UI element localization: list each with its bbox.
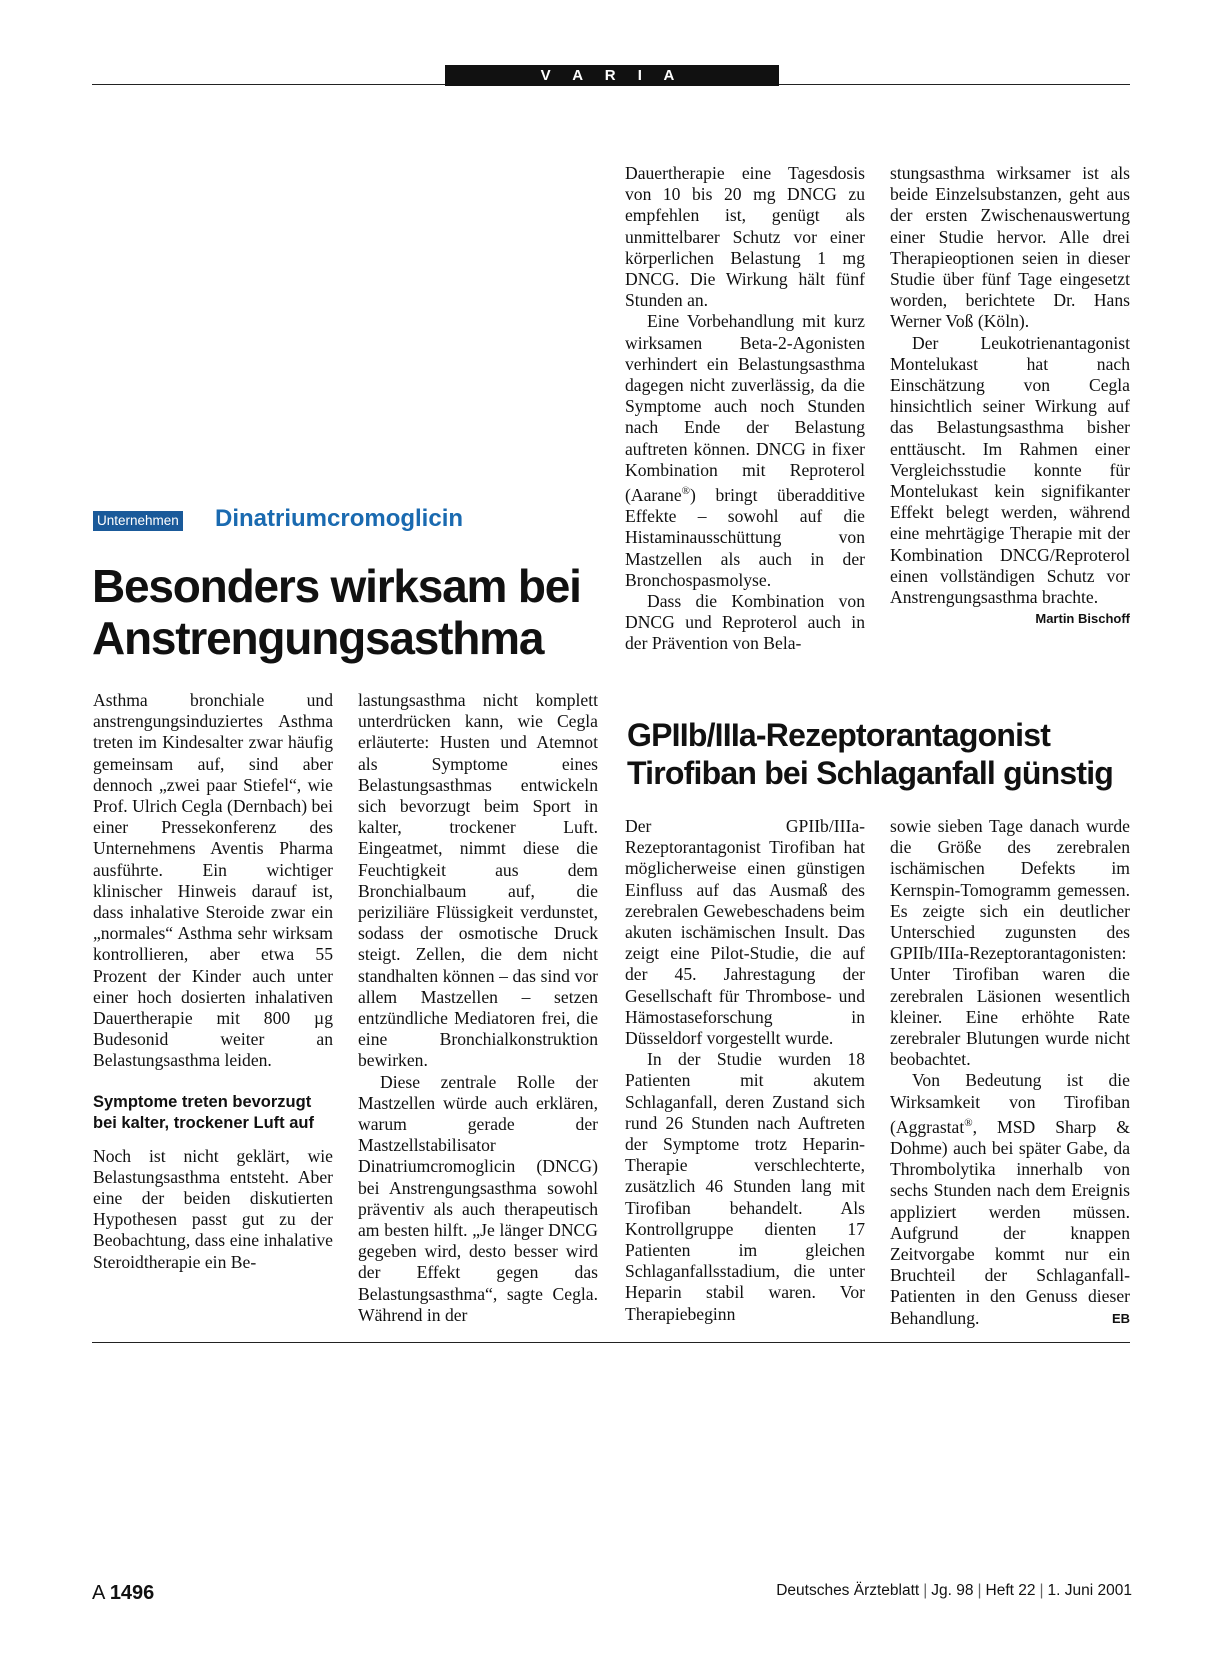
- paragraph: Diese zentrale Rolle der Mastzellen würde auch erklären, warum gerade der Mastzellstabilisator Dinatriumcromoglicin (DNCG) bei Anstrengungsasthma sowohl präventiv als auch therapeutisch am besten hilft. „Je länger DNCG gegeben wird, desto besser wird der Effekt gegen das Belastungsasthma“, sagte Cegla. Während in der: [358, 1071, 598, 1325]
- subheading: Symptome treten bevorzugt bei kalter, trockener Luft auf: [93, 1092, 314, 1132]
- article1-column-4: [890, 163, 1130, 629]
- article2-column-1: [625, 816, 865, 1325]
- page-prefix: A: [92, 1582, 105, 1604]
- paragraph: In der Studie wurden 18 Patienten mit akutem Schlaganfall, deren Zustand sich rund 26 Stunden nach Auftreten der Symptome trotz Heparin-Therapie verschlechterte, zusätzlich 46 Stunden lang mit Tirofiban behandelt. Als Kontrollgruppe dienten 17 Patienten im gleichen Schlaganfallsstadium, die unter Heparin stabil waren. Vor Therapiebeginn: [625, 1049, 865, 1324]
- paragraph: [625, 311, 865, 591]
- journal-volume: Jg. 98: [931, 1582, 974, 1599]
- paragraph: sowie sieben Tage danach wurde die Größe des zerebralen ischämischen Defekts im Kernspin-Tomogramm gemessen. Es zeigte sich ein deutlicher Unterschied zugunsten des GPIIb/IIIa-Rezeptorantagonisten: Unter Tirofiban waren die zerebralen Läsionen wesentlich kleiner. Eine erhöhte Rate zerebraler Blutungen wurde nicht beobachtet.: [890, 816, 1130, 1070]
- registered-mark: ®: [964, 1116, 973, 1129]
- paragraph: stungsasthma wirksamer ist als beide Einzelsubstanzen, geht aus der ersten Zwischenauswertung einer Studie hervor. Alle drei Therapieoptionen seien in dieser Studie über fünf Tage eingesetzt worden, berichtete Dr. Hans Werner Voß (Köln).: [890, 163, 1130, 332]
- headline-line: Besonders wirksam bei: [92, 560, 581, 612]
- paragraph: [890, 332, 1130, 627]
- category-tag: Unternehmen: [93, 511, 183, 531]
- page-number: [92, 1582, 154, 1605]
- paragraph: Noch ist nicht geklärt, wie Belastungsasthma entsteht. Aber eine der beiden diskutierten Hypothesen passt gut zu der Beobachtung, dass eine inhalative Steroidtherapie ein Be-: [93, 1145, 333, 1272]
- paragraph: lastungsasthma nicht komplett unterdrücken kann, wie Cegla erläuterte: Husten und Atemnot als Symptome eines Belastungsasthmas entwickeln sich bevorzugt beim Sport in kalter, trockener Luft. Eingeatmet, nimmt diese die Feuchtigkeit aus dem Bronchialbaum auf, die periziliäre Flüssigkeit verdunstet, sodass der osmotische Druck steigt. Zellen, die dem nicht standhalten können – das sind vor allem Mastzellen – setzen entzündliche Mediatoren frei, die eine Bronchialkonstruktion bewirken.: [358, 690, 598, 1071]
- headline-line: GPIIb/IIIa-Rezeptorantagonist: [627, 717, 1051, 753]
- bottom-rule: [92, 1342, 1130, 1343]
- paragraph: Dass die Kombination von DNCG und Reproterol auch in der Prävention von Bela-: [625, 590, 865, 654]
- text-run: Der Leukotrienantagonist Montelukast hat nach Einschätzung von Cegla hinsichtlich seiner Wirkung auf das Belastungsasthma bisher enttäuscht. Im Rahmen einer Vergleichsstudie konnte für Montelukast kein signifikanter Effekt belegt werden, während eine mehrtägige Therapie mit der Kombination DNCG/Reproterol einen vollständigen Schutz vor Anstrengungsasthma brachte.: [890, 332, 1130, 608]
- section-label: V A R I A: [445, 65, 779, 86]
- text-run: ) bringt überadditive Effekte – sowohl auf die Histaminausschüttung von Mastzellen als auch in der Bronchospasmolyse.: [625, 484, 865, 590]
- text-run: Eine Vorbehandlung mit kurz wirksamen Beta-2-Agonisten verhindert ein Belastungsasthma dagegen nicht zuverlässig, da die Symptome auch noch Stunden nach Ende der Belastung auftreten können. DNCG in fixer Kombination mit Reproterol (Aarane: [625, 311, 865, 505]
- paragraph: Asthma bronchiale und anstrengungsinduziertes Asthma treten im Kindesalter zwar häufig gemeinsam auf, sind aber dennoch „zwei paar Stiefel“, wie Prof. Ulrich Cegla (Dernbach) bei einer Pressekonferenz des Unternehmens Aventis Pharma ausführte. Ein wichtiger klinischer Hinweis darauf ist, dass inhalative Steroide zwar ein „normales“ Asthma sehr wirksam kontrollieren, aber etwa 55 Prozent der Kinder auch unter einer hoch dosierten inhalativen Dauertherapie mit 800 µg Budesonid weiter an Belastungsasthma leiden.: [93, 690, 333, 1071]
- paragraph: [890, 1070, 1130, 1328]
- article1-column-3: [625, 163, 865, 655]
- text-run: , MSD Sharp & Dohme) auch bei später Gabe, da Thrombolytika innerhalb von sechs Stunden nach dem Ereignis appliziert werden müssen. Aufgrund der knappen Zeitvorgabe kommt nur ein Bruchteil der Schlaganfall-Patienten in den Genuss dieser Behandlung.: [890, 1116, 1130, 1328]
- article1-column-1: [93, 690, 333, 1273]
- headline-line: Tirofiban bei Schlaganfall günstig: [627, 755, 1114, 791]
- journal-date: 1. Juni 2001: [1047, 1582, 1132, 1599]
- article-headline: [92, 560, 581, 664]
- author-byline: Martin Bischoff: [1035, 611, 1130, 627]
- article-kicker: Dinatriumcromoglicin: [215, 505, 464, 532]
- journal-name: Deutsches Ärzteblatt: [776, 1582, 920, 1599]
- author-byline: EB: [1111, 1310, 1130, 1326]
- page-number-value: 1496: [109, 1582, 155, 1604]
- article2-column-2: [890, 816, 1130, 1329]
- article2-headline: [627, 716, 1113, 792]
- text-run: Von Bedeutung ist die Wirksamkeit von Tirofiban (Aggrastat: [890, 1070, 1130, 1137]
- registered-mark: ®: [681, 485, 691, 498]
- article1-column-2: [358, 690, 598, 1326]
- paragraph: Der GPIIb/IIIa-Rezeptorantagonist Tirofiban hat möglicherweise einen günstigen Einfluss auf das Ausmaß des zerebralen Gewebeschadens beim akuten ischämischen Insult. Das zeigt eine Pilot-Studie, die auf der 45. Jahrestagung der Gesellschaft für Thrombose- und Hämostaseforschung in Düsseldorf vorgestellt wurde.: [625, 816, 865, 1049]
- journal-info: Deutsches Ärzteblatt | Jg. 98 | Heft 22 | 1. Juni 2001: [776, 1582, 1132, 1599]
- paragraph: Dauertherapie eine Tagesdosis von 10 bis 20 mg DNCG zu empfehlen ist, genügt als unmittelbarer Schutz vor einer körperlichen Belastung 1 mg DNCG. Die Wirkung hält fünf Stunden an.: [625, 163, 865, 311]
- journal-issue: Heft 22: [985, 1582, 1036, 1599]
- headline-line: Anstrengungsasthma: [92, 612, 544, 664]
